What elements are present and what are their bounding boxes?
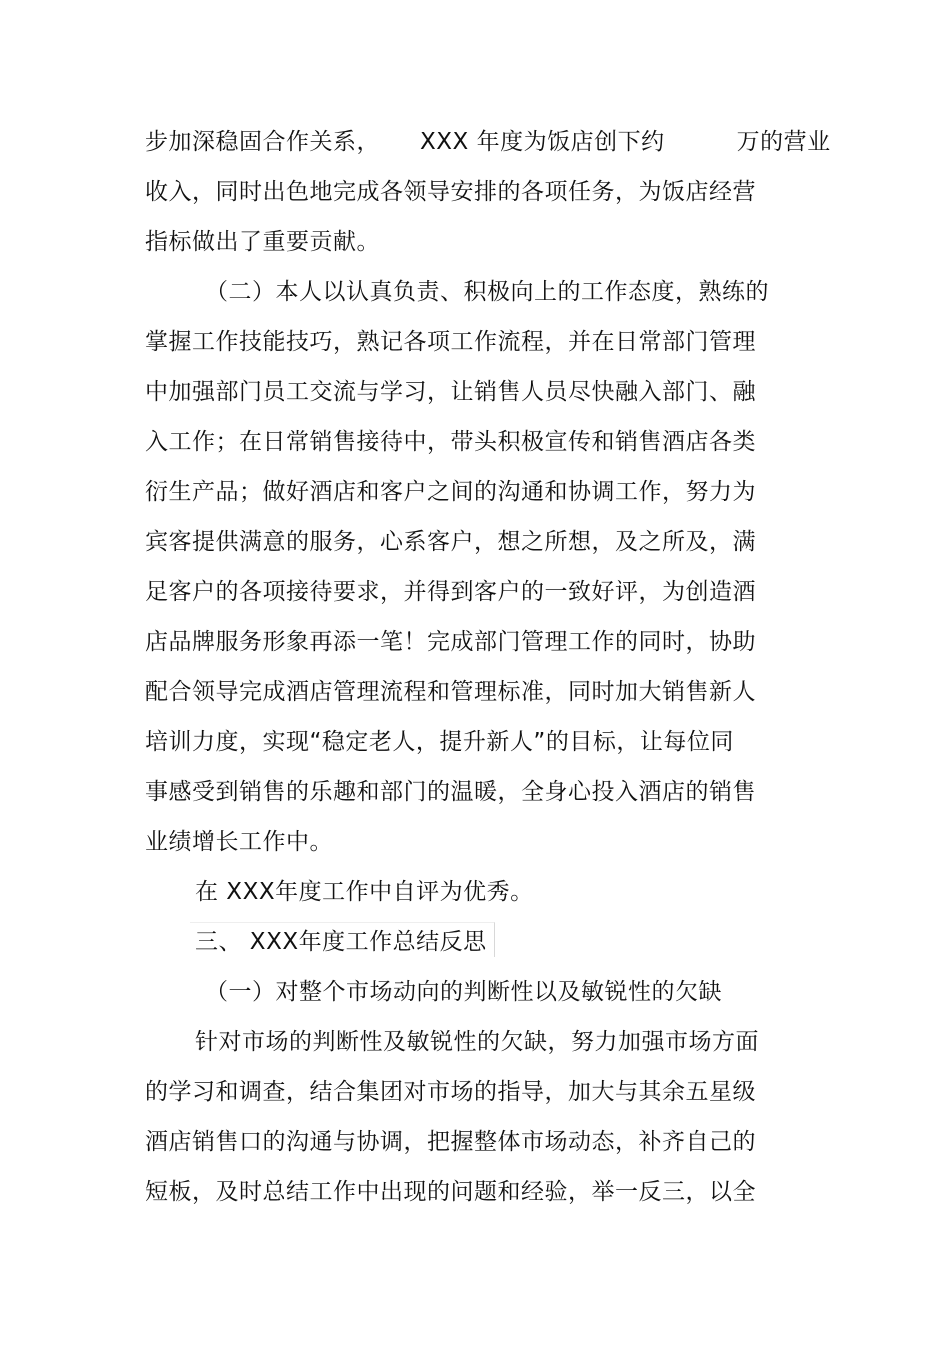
paragraph-line: 足客户的各项接待要求，并得到客户的一致好评，为创造酒 <box>145 579 756 605</box>
paragraph-line: 培训力度，实现“稳定老人，提升新人”的目标，让每位同 <box>145 729 734 755</box>
paragraph-line: 针对市场的判断性及敏锐性的欠缺，努力加强市场方面 <box>195 1029 759 1055</box>
text-segment: 万的营业 <box>736 129 831 155</box>
paragraph-line: 衍生产品；做好酒店和客户之间的沟通和协调工作，努力为 <box>145 479 756 505</box>
paragraph-line: 酒店销售口的沟通与协调，把握整体市场动态，补齐自己的 <box>145 1129 756 1155</box>
paragraph-line: 店品牌服务形象再添一笔！完成部门管理工作的同时，协助 <box>145 629 756 655</box>
subsection-heading: （一）对整个市场动向的判断性以及敏锐性的欠缺 <box>205 979 722 1005</box>
self-evaluation-line: 在 XXX年度工作中自评为优秀。 <box>195 879 534 905</box>
text-line: 指标做出了重要贡献。 <box>145 229 380 255</box>
section-heading: 三、 XXX年度工作总结反思 <box>195 929 487 955</box>
paragraph-line: 配合领导完成酒店管理流程和管理标准，同时加大销售新人 <box>145 679 756 705</box>
paragraph-line: 掌握工作技能技巧，熟记各项工作流程，并在日常部门管理 <box>145 329 756 355</box>
text-line: 收入，同时出色地完成各领导安排的各项任务，为饭店经营 <box>145 179 756 205</box>
paragraph-line: 宾客提供满意的服务，心系客户，想之所想，及之所及，满 <box>145 529 756 555</box>
paragraph-line: 的学习和调查，结合集团对市场的指导，加大与其余五星级 <box>145 1079 756 1105</box>
paragraph-line: 事感受到销售的乐趣和部门的温暖，全身心投入酒店的销售 <box>145 779 756 805</box>
paragraph-line: 业绩增长工作中。 <box>145 829 333 855</box>
paragraph-line: 中加强部门员工交流与学习，让销售人员尽快融入部门、融 <box>145 379 756 405</box>
paragraph-line: 短板，及时总结工作中出现的问题和经验，举一反三，以全 <box>145 1179 756 1205</box>
text-line <box>145 127 831 157</box>
text-segment: 步加深稳固合作关系， <box>145 129 380 155</box>
paragraph-line: 入工作；在日常销售接待中，带头积极宣传和销售酒店各类 <box>145 429 756 455</box>
text-segment: XXX 年度为饭店创下约 <box>420 129 665 155</box>
paragraph-line: （二）本人以认真负责、积极向上的工作态度，熟练的 <box>205 279 769 305</box>
